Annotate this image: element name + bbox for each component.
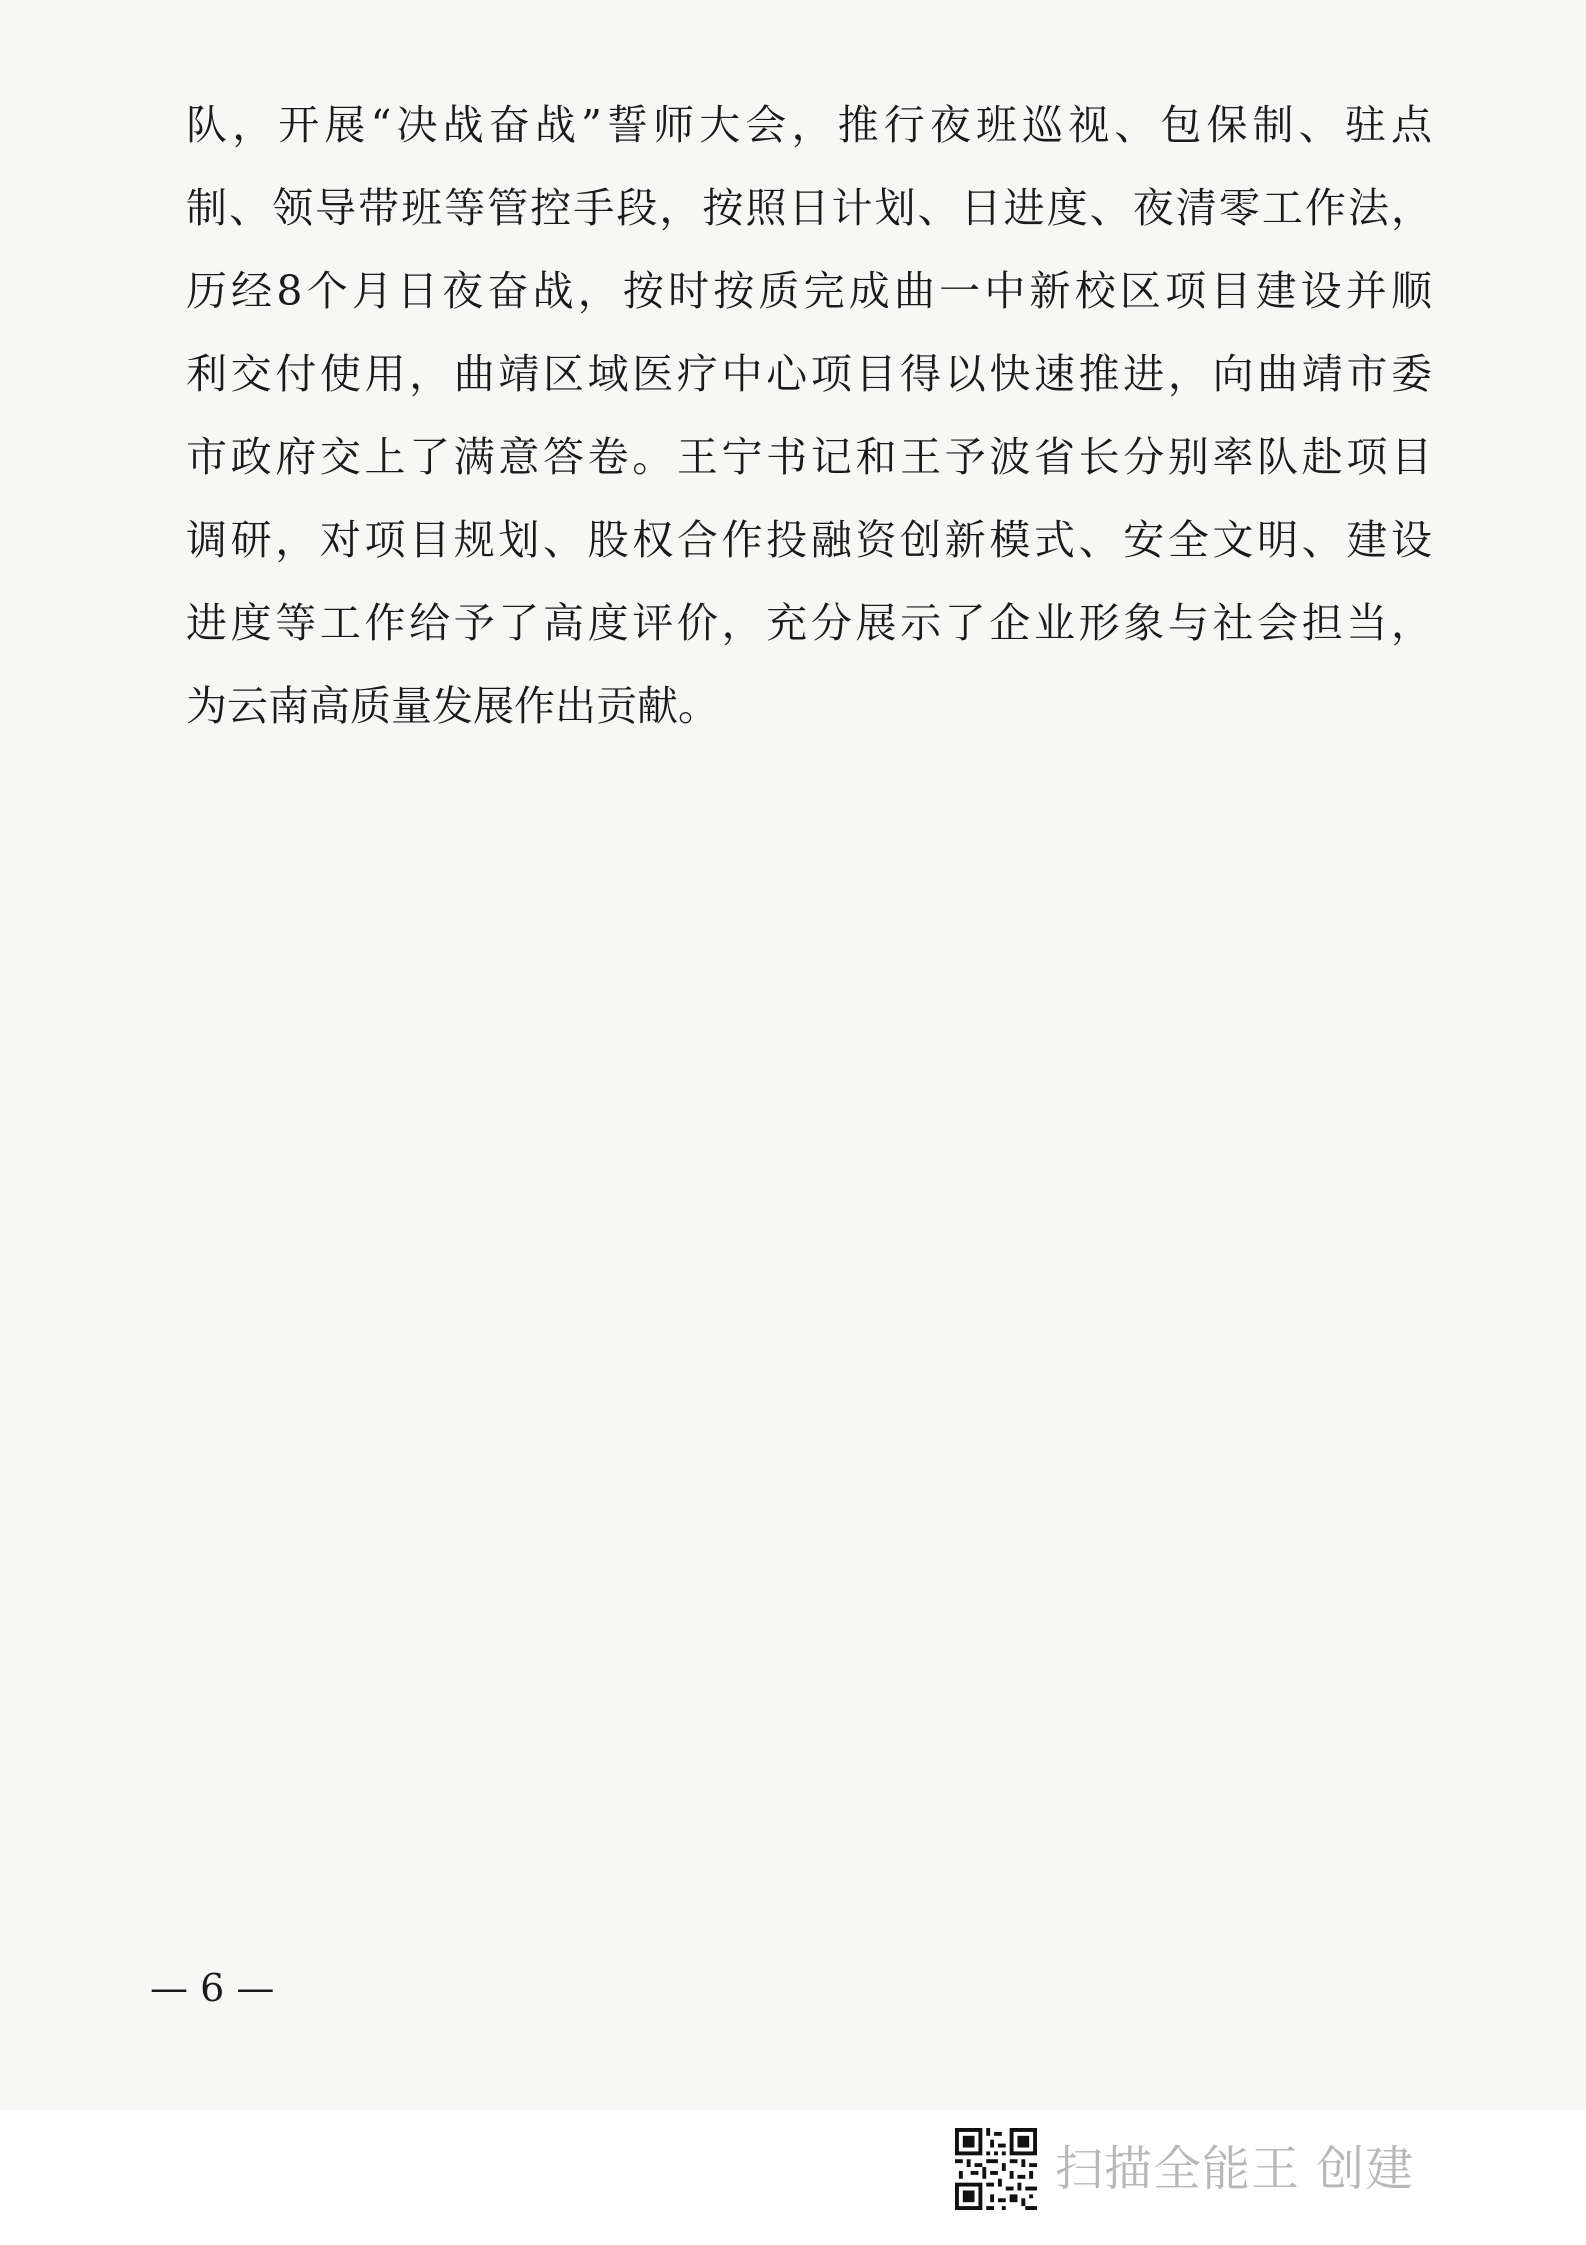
paragraph-line: 队，开展“决战奋战”誓师大会，推行夜班巡视、包保制、驻点 <box>186 101 1432 149</box>
paragraph-line: 为云南高质量发展作出贡献。 <box>186 682 719 730</box>
qr-code-icon <box>955 2128 1037 2210</box>
scanner-credit: 扫描全能王 创建 <box>1055 2141 1415 2197</box>
paragraph-line: 进度等工作给予了高度评价，充分展示了企业形象与社会担当， <box>186 599 1432 647</box>
paragraph-line: 调研，对项目规划、股权合作投融资创新模式、安全文明、建设 <box>186 516 1432 564</box>
paragraph-line: 市政府交上了满意答卷。王宁书记和王予波省长分别率队赴项目 <box>186 433 1432 481</box>
scanner-footer <box>0 2110 1586 2245</box>
paragraph <box>186 84 1432 748</box>
page-number: — 6 — <box>150 1966 275 2010</box>
paragraph-line: 利交付使用，曲靖区域医疗中心项目得以快速推进，向曲靖市委 <box>186 350 1432 398</box>
paragraph-line: 历经8个月日夜奋战，按时按质完成曲一中新校区项目建设并顺 <box>186 267 1432 315</box>
paragraph-line: 制、领导带班等管控手段，按照日计划、日进度、夜清零工作法， <box>186 184 1432 232</box>
